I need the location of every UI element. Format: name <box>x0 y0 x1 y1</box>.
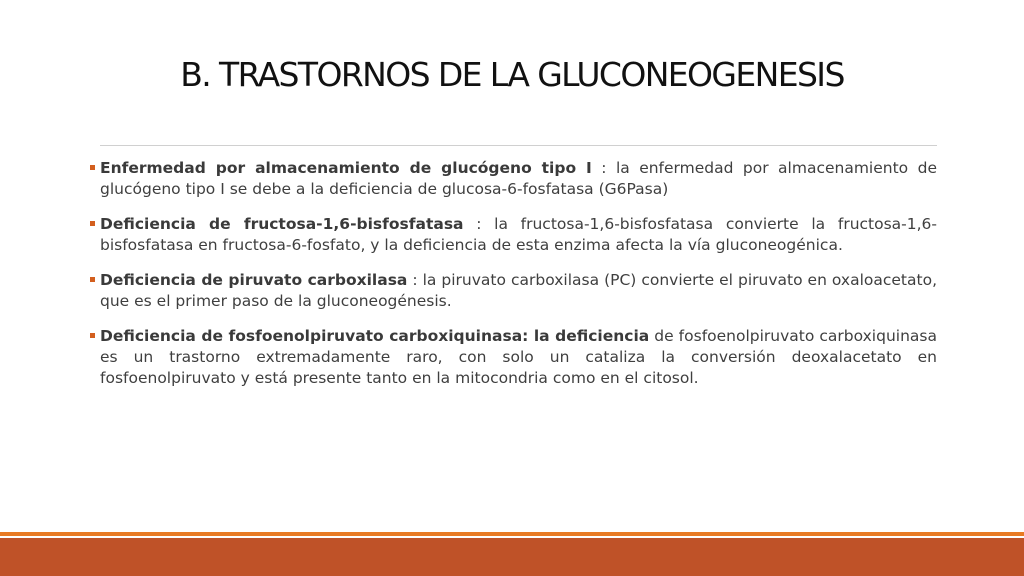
bullet-square-icon <box>90 333 95 338</box>
footer-accent-line <box>0 532 1024 536</box>
slide-title: B. TRASTORNOS DE LA GLUCONEOGENESIS <box>180 55 844 94</box>
bullet-separator: : <box>463 215 495 233</box>
bullet-term: Deficiencia de piruvato carboxilasa <box>100 271 408 289</box>
bullet-separator: : <box>407 271 423 289</box>
footer-bar <box>0 538 1024 576</box>
title-divider <box>100 145 937 146</box>
bullet-separator: : <box>591 159 616 177</box>
bullet-square-icon <box>90 221 95 226</box>
bullet-square-icon <box>90 165 95 170</box>
bullet-term: Deficiencia de fosfoenolpiruvato carboxiquinasa: la deficiencia <box>100 327 650 345</box>
bullet-term: Enfermedad por almacenamiento de glucógeno tipo I <box>100 159 592 177</box>
bullet-text: la enfermedad por almacenamiento de glucógeno tipo I se debe a la deficiencia de glucosa-6-fosfatasa (G6Pasa) <box>100 159 937 198</box>
bullet-term: Deficiencia de fructosa-1,6-bisfosfatasa <box>100 215 464 233</box>
bullet-text: la piruvato carboxilasa (PC) convierte el piruvato en oxaloacetato, que es el primer paso de la gluconeogénesis. <box>100 271 937 310</box>
bullet-item-3 <box>88 270 937 312</box>
bullet-item-1 <box>88 158 937 200</box>
slide-content <box>88 158 937 403</box>
bullet-text: la fructosa-1,6-bisfosfatasa convierte la fructosa-1,6-bisfosfatasa en fructosa-6-fosfato, y la deficiencia de esta enzima afecta la vía gluconeogénica. <box>100 215 938 254</box>
bullet-square-icon <box>90 277 95 282</box>
bullet-text: de fosfoenolpiruvato carboxiquinasa es un trastorno extremadamente raro, con solo un cataliza la conversión deoxalacetato en fosfoenolpiruvato y está presente tanto en la mitocondria como en el citosol. <box>100 327 937 387</box>
bullet-item-2 <box>88 214 937 256</box>
bullet-item-4 <box>88 326 937 389</box>
